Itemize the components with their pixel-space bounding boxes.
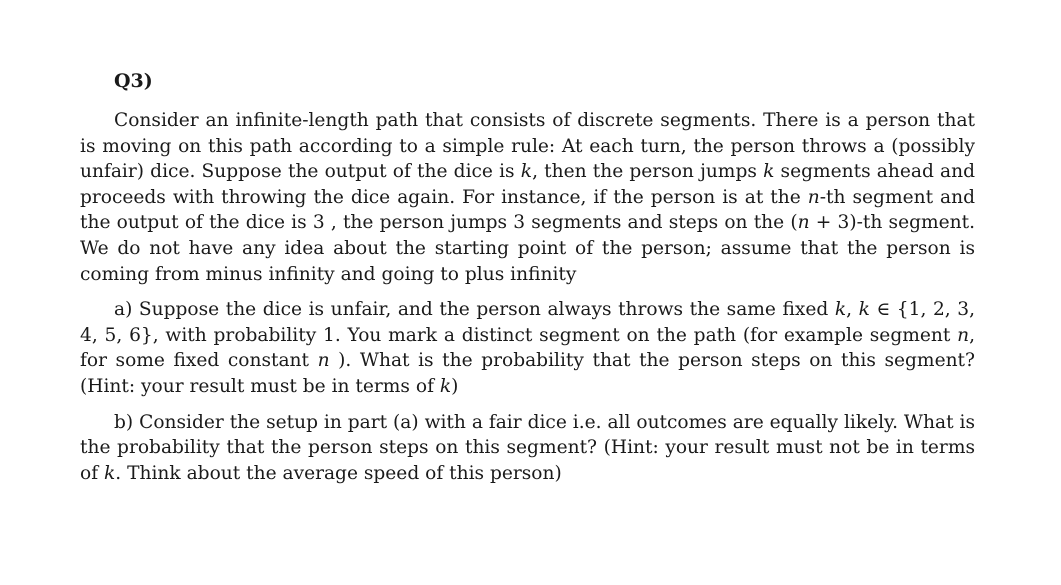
- math-n: n: [797, 212, 810, 234]
- part-b-text-2: . Think about the average speed of this person): [115, 462, 562, 484]
- intro-text-3: segments ahead and proceeds with throwing the dice again. For instance, if the person is at the: [80, 161, 975, 208]
- part-a-text-4: , for some fixed constant: [80, 324, 975, 372]
- part-a-paragraph: [80, 297, 975, 399]
- intro-text-1: Consider an infinite-length path that consists of discrete segments. There is a person that is moving on this path according to a simple rule: At each turn, the person throws a (possibly unfair) dice. Suppose the output of the dice is: [80, 110, 975, 183]
- intro-text-5: + 3)-th segment. We do not have any idea about the starting point of the person; assume that the person is coming from minus infinity and going to plus infinity: [80, 212, 975, 285]
- math-k: k: [104, 462, 116, 484]
- part-a-text-5: ). What is the probability that the person steps on this segment? (Hint: your result must be in terms of: [80, 350, 975, 397]
- math-n: n: [807, 186, 820, 208]
- part-a-text-1: a) Suppose the dice is unfair, and the person always throws the same fixed: [114, 299, 835, 321]
- question-document: [80, 68, 975, 496]
- intro-text-4: -th segment and the output of the dice is 3 , the person jumps 3 segments and steps on the (: [80, 186, 976, 234]
- math-k: k: [763, 161, 775, 183]
- part-a-text-2: ,: [846, 299, 859, 321]
- math-k: k: [520, 161, 533, 183]
- part-b-paragraph: [80, 410, 975, 487]
- question-heading: Q3): [114, 70, 153, 92]
- math-k: k: [439, 375, 452, 397]
- math-k: k: [834, 299, 847, 321]
- part-a-text-6: ): [451, 375, 459, 397]
- intro-paragraph: [80, 108, 975, 287]
- math-k: k: [858, 299, 870, 321]
- math-n: n: [317, 350, 330, 372]
- intro-text-2: , then the person jumps: [532, 161, 764, 183]
- part-b-text-1: b) Consider the setup in part (a) with a fair dice i.e. all outcomes are equally likely. What is the probability that the person steps on this segment? (Hint: your result must not be in terms of: [80, 411, 975, 484]
- math-n: n: [957, 324, 970, 346]
- part-a-text-3: ∈ {1, 2, 3, 4, 5, 6}, with probability 1. You mark a distinct segment on the path (for example segment: [80, 299, 975, 346]
